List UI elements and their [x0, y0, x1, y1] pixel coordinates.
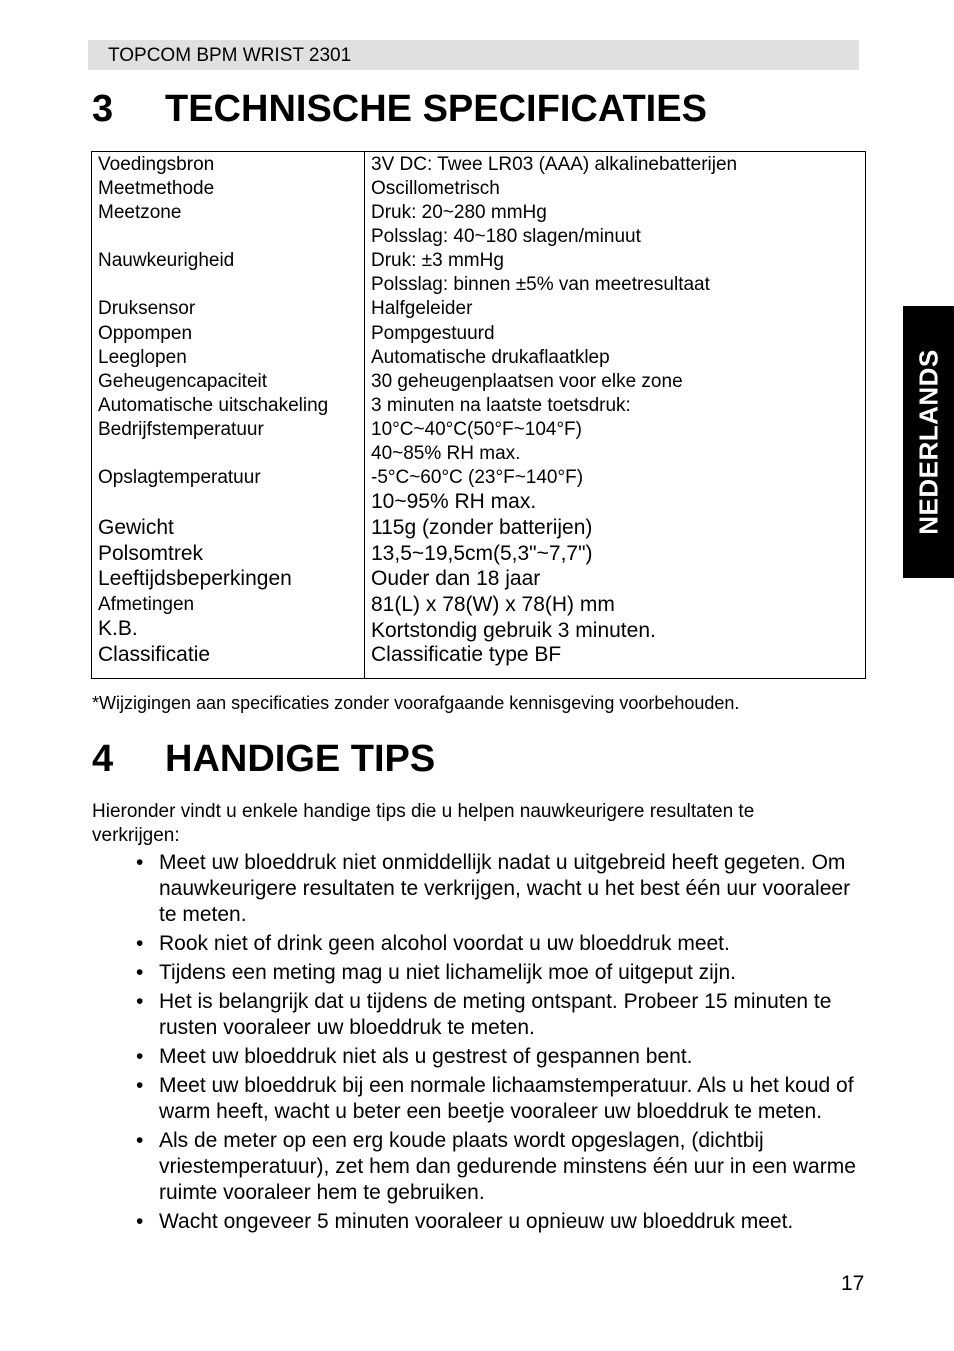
- specifications-footnote: *Wijzigingen aan specificaties zonder voorafgaande kennisgeving voorbehouden.: [92, 693, 740, 713]
- bullet-icon: •: [136, 1074, 144, 1097]
- spec-label: Automatische uitschakeling: [98, 395, 329, 416]
- spec-value: 81(L) x 78(W) x 78(H) mm: [371, 593, 615, 616]
- spec-value: 30 geheugenplaatsen voor elke zone: [371, 371, 683, 392]
- spec-label: Geheugencapaciteit: [98, 371, 268, 392]
- bullet-icon: •: [136, 990, 144, 1013]
- spec-value: Halfgeleider: [371, 298, 473, 319]
- list-item: [136, 1128, 866, 1206]
- list-item: [136, 1044, 866, 1070]
- tips-intro: Hieronder vindt u enkele handige tips die u helpen nauwkeurigere resultaten te verkrijgen:: [92, 801, 755, 846]
- language-tab-label: NEDERLANDS: [913, 349, 943, 535]
- list-item: [136, 989, 866, 1041]
- spec-value: Druk: 20~280 mmHg: [371, 202, 547, 223]
- spec-value: 13,5~19,5cm(5,3"~7,7"): [371, 542, 593, 565]
- spec-value: Polsslag: binnen ±5% van meetresultaat: [371, 274, 710, 295]
- spec-value: Polsslag: 40~180 slagen/minuut: [371, 226, 641, 247]
- tip-text: Meet uw bloeddruk bij een normale lichaamstemperatuur. Als u het koud of warm heeft, wacht u beter een beetje vooraleer uw bloeddruk te meten.: [159, 1074, 854, 1123]
- spec-value: Kortstondig gebruik 3 minuten.: [371, 619, 656, 642]
- tip-text: Het is belangrijk dat u tijdens de meting ontspant. Probeer 15 minuten te rusten vooraleer uw bloeddruk te meten.: [159, 990, 832, 1039]
- spec-label: Bedrijfstemperatuur: [98, 419, 264, 440]
- tip-text: Als de meter op een erg koude plaats wordt opgeslagen, (dichtbij vriestemperatuur), zet hem dan gedurende minstens één uur in een warme ruimte vooraleer hem te gebruiken.: [159, 1129, 856, 1204]
- list-item: [136, 1209, 866, 1235]
- spec-value: Oscillometrisch: [371, 178, 500, 199]
- spec-value: Classificatie type BF: [371, 643, 562, 666]
- section-3-heading: [92, 88, 707, 130]
- spec-value: -5°C~60°C (23°F~140°F): [371, 467, 584, 488]
- bullet-icon: •: [136, 961, 144, 984]
- bullet-icon: •: [136, 851, 144, 874]
- tip-text: Wacht ongeveer 5 minuten vooraleer u opnieuw uw bloeddruk meet.: [159, 1210, 794, 1233]
- spec-label: Gewicht: [98, 516, 174, 539]
- spec-label: Meetzone: [98, 202, 182, 223]
- list-item: [136, 960, 866, 986]
- spec-label: Meetmethode: [98, 178, 215, 199]
- tip-text: Meet uw bloeddruk niet als u gestrest of gespannen bent.: [159, 1045, 693, 1068]
- bullet-icon: •: [136, 1045, 144, 1068]
- spec-label: Classificatie: [98, 643, 211, 666]
- list-item: [136, 1073, 866, 1125]
- spec-label: Leeftijdsbeperkingen: [98, 567, 292, 590]
- section-3-title: TECHNISCHE SPECIFICATIES: [165, 88, 707, 130]
- page-number: 17: [841, 1272, 865, 1295]
- spec-value: 3V DC: Twee LR03 (AAA) alkalinebatterijen: [371, 154, 738, 175]
- section-4-number: 4: [92, 738, 114, 780]
- specifications-table: [91, 151, 866, 679]
- section-3-number: 3: [92, 88, 114, 130]
- tip-text: Rook niet of drink geen alcohol voordat u uw bloeddruk meet.: [159, 932, 730, 955]
- spec-value: 10~95% RH max.: [371, 490, 537, 513]
- spec-label: Oppompen: [98, 323, 193, 344]
- spec-value: Ouder dan 18 jaar: [371, 567, 541, 590]
- bullet-icon: •: [136, 1210, 144, 1233]
- spec-value: 40~85% RH max.: [371, 443, 521, 464]
- spec-label: Druksensor: [98, 298, 196, 319]
- spec-label: Polsomtrek: [98, 542, 204, 565]
- spec-value: Automatische drukaflaatklep: [371, 347, 610, 368]
- spec-value: 115g (zonder batterijen): [371, 516, 593, 539]
- bullet-icon: •: [136, 932, 144, 955]
- language-tab: [903, 306, 954, 578]
- table-column-divider: [364, 152, 365, 678]
- spec-value: Pompgestuurd: [371, 323, 495, 344]
- section-4-title: HANDIGE TIPS: [165, 738, 436, 780]
- document-title: TOPCOM BPM WRIST 2301: [108, 45, 352, 66]
- bullet-icon: •: [136, 1129, 144, 1152]
- tip-text: Tijdens een meting mag u niet lichamelijk moe of uitgeput zijn.: [159, 961, 737, 984]
- spec-label: Opslagtemperatuur: [98, 467, 261, 488]
- running-header: [88, 40, 859, 70]
- spec-value: 3 minuten na laatste toetsdruk:: [371, 395, 631, 416]
- spec-label: K.B.: [98, 617, 138, 640]
- tip-text: Meet uw bloeddruk niet onmiddellijk nadat u uitgebreid heeft gegeten. Om nauwkeurigere resultaten te verkrijgen, wacht u het best één uur vooraleer te meten.: [159, 851, 851, 926]
- list-item: [136, 931, 866, 957]
- spec-label: Afmetingen: [98, 594, 195, 615]
- spec-value: Druk: ±3 mmHg: [371, 250, 504, 271]
- section-4-heading: [92, 738, 435, 780]
- spec-label: Nauwkeurigheid: [98, 250, 235, 271]
- spec-label: Voedingsbron: [98, 154, 215, 175]
- tips-list: [136, 850, 866, 1238]
- spec-value: 10°C~40°C(50°F~104°F): [371, 419, 582, 440]
- list-item: [136, 850, 866, 928]
- spec-label: Leeglopen: [98, 347, 187, 368]
